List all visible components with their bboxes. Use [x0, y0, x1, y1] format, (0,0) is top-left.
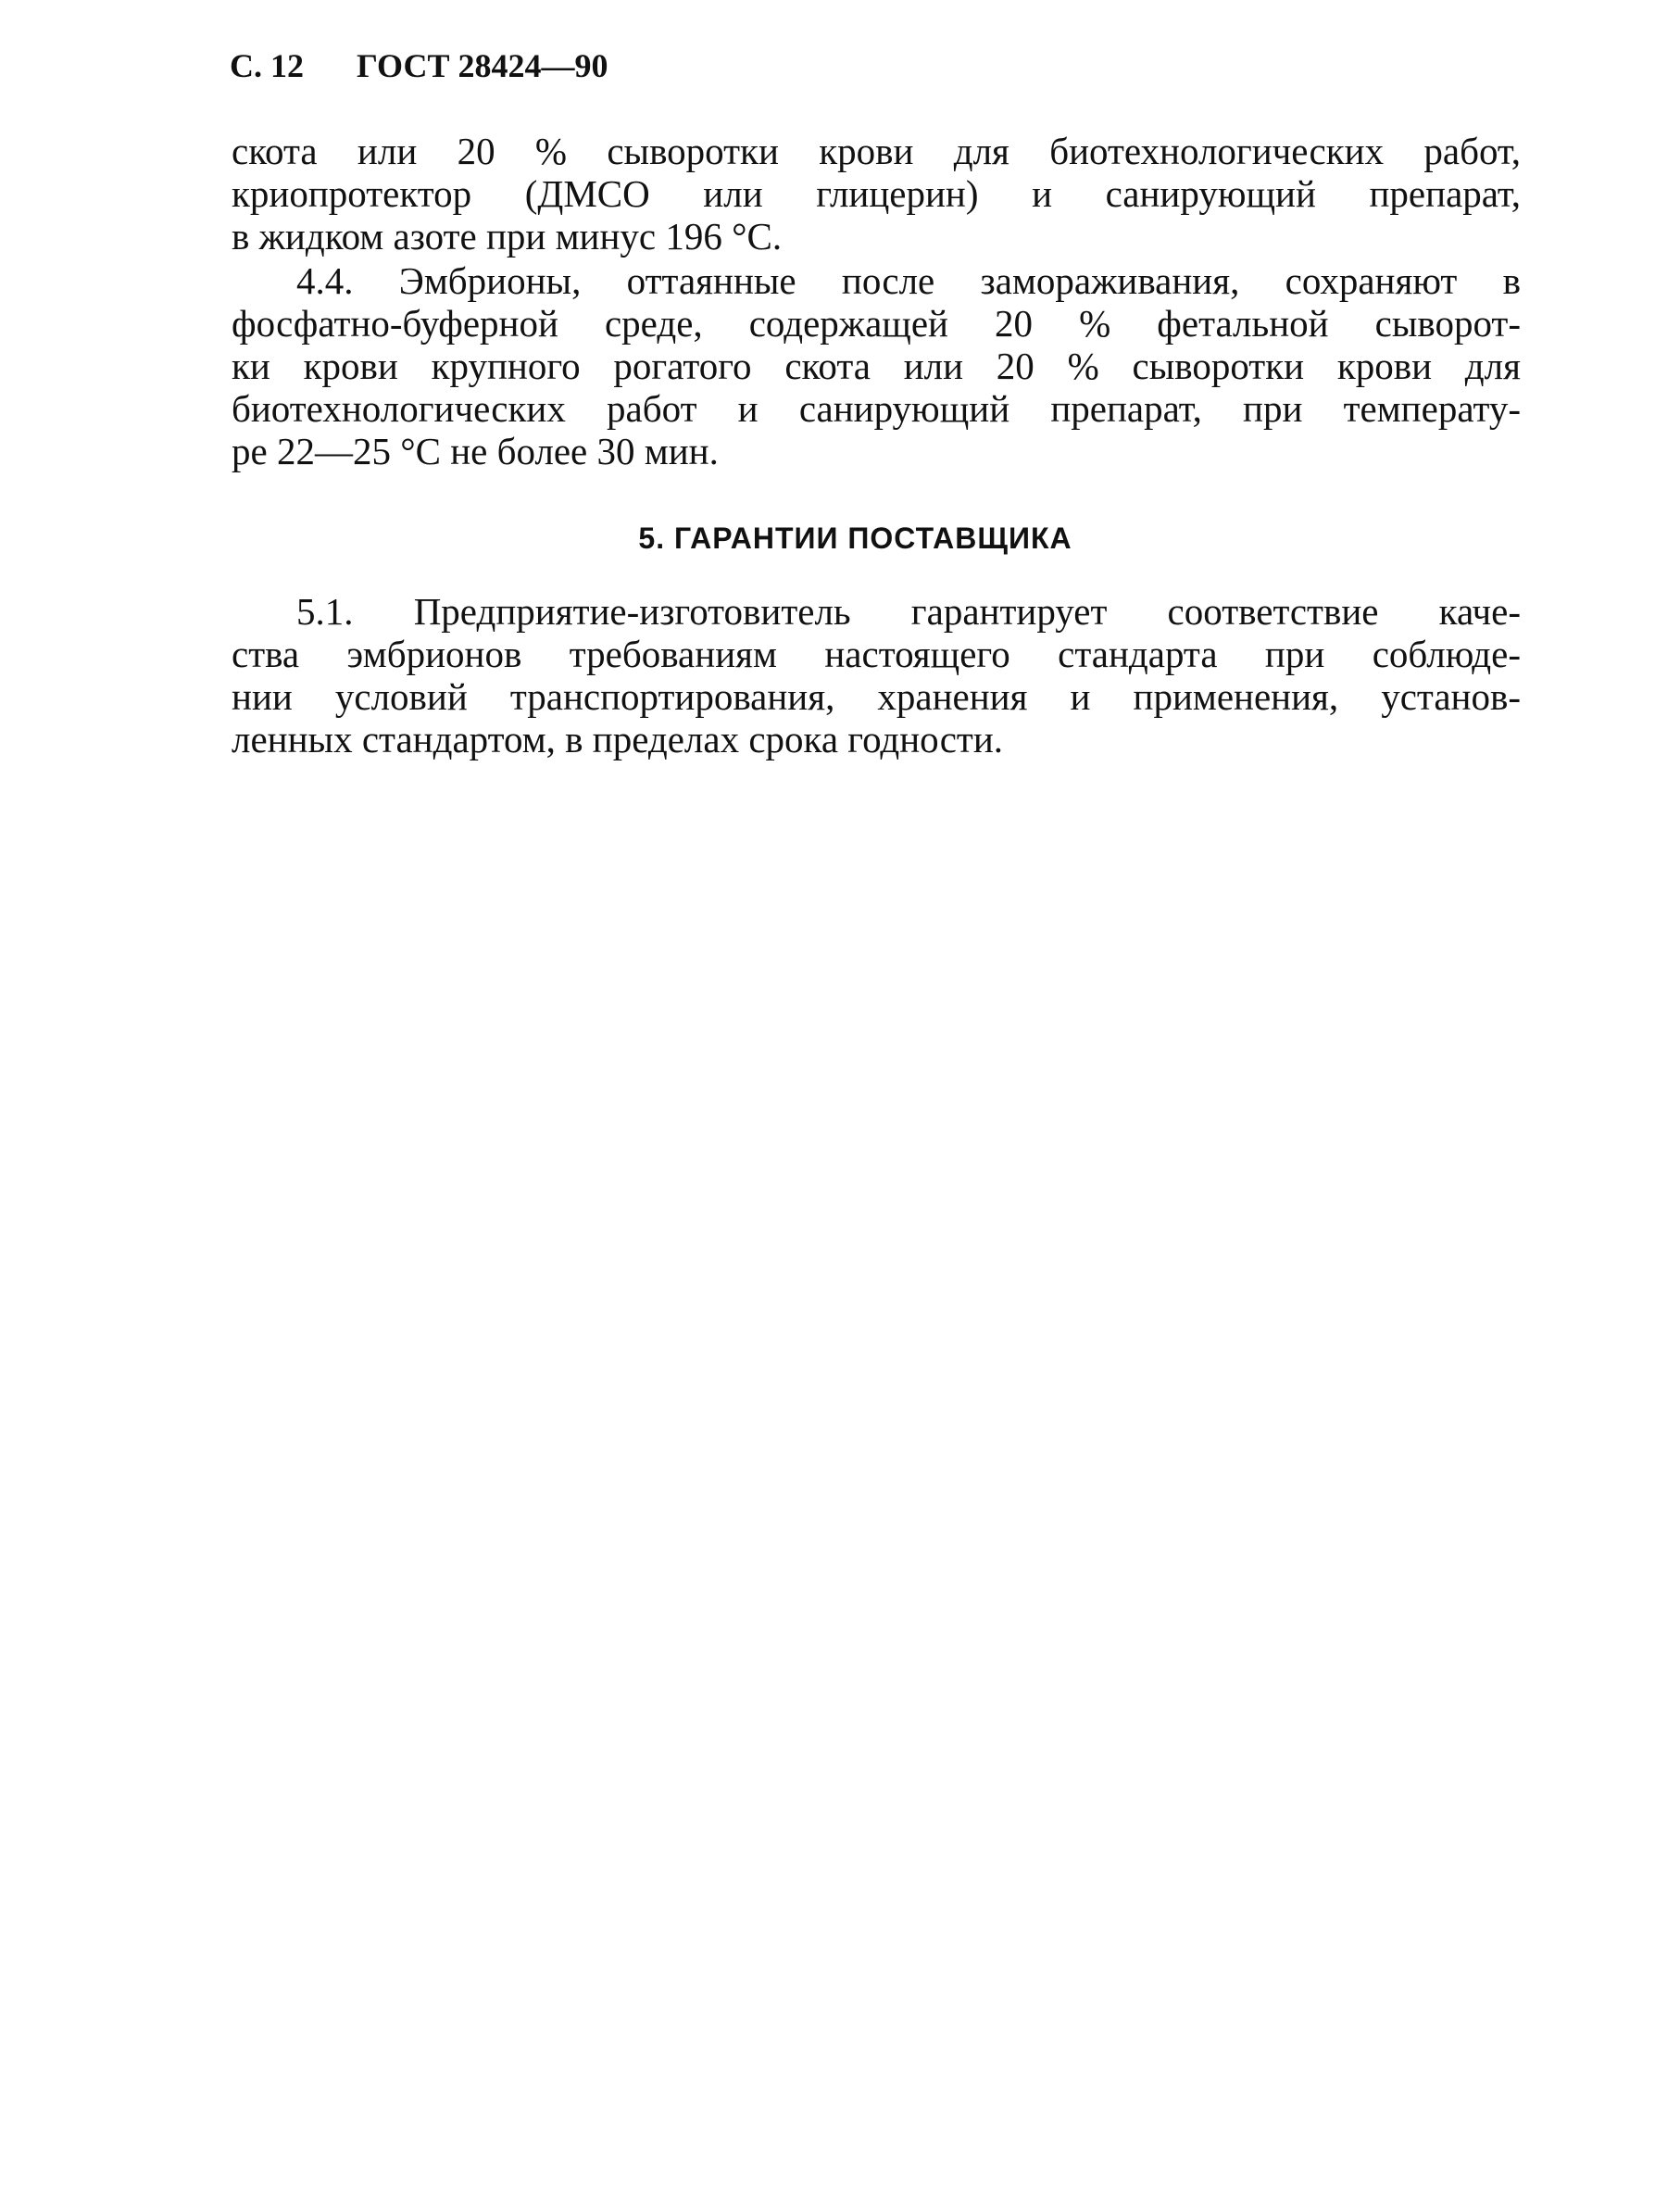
text-line: нии условий транспортирования, хранения и применения, установ- [232, 675, 1521, 718]
text-line: криопротектор (ДМСО или глицерин) и санирующий препарат, [232, 172, 1521, 215]
paragraph-continuation [232, 130, 1521, 258]
section-title-text: 5. ГАРАНТИИ ПОСТАВЩИКА [638, 522, 1072, 555]
text-line: 4.4. Эмбрионы, оттаянные после замораживания, сохраняют в [296, 259, 1521, 302]
text-line: скота или 20 % сыворотки крови для биотехнологических работ, [232, 130, 1521, 172]
section-title [0, 522, 1655, 556]
text-line: биотехнологических работ и санирующий препарат, при температу- [232, 387, 1521, 430]
paragraph-5-1 [232, 590, 1521, 760]
document-code: ГОСТ 28424—90 [357, 47, 608, 84]
page-number: С. 12 [230, 47, 304, 84]
paragraph-4-4 [232, 259, 1521, 472]
text-line: ства эмбрионов требованиям настоящего стандарта при соблюде- [232, 633, 1521, 675]
text-line: ленных стандартом, в пределах срока годности. [232, 718, 1004, 760]
text-line: 5.1. Предприятие-изготовитель гарантирует соответствие каче- [296, 590, 1521, 633]
text-line: ки крови крупного рогатого скота или 20 % сыворотки крови для [232, 345, 1521, 387]
page-header [230, 46, 608, 85]
text-line: в жидком азоте при минус 196 °С. [232, 215, 783, 258]
text-line: ре 22—25 °С не более 30 мин. [232, 430, 719, 472]
text-line: фосфатно-буферной среде, содержащей 20 % фетальной сыворот- [232, 302, 1521, 345]
